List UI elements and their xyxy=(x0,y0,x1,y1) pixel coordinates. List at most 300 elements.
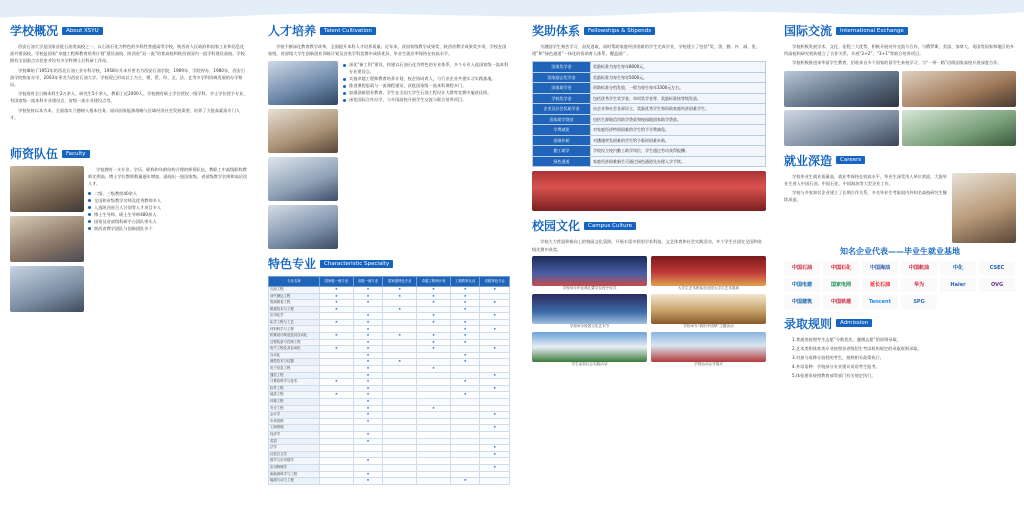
features-mark-empty xyxy=(417,352,451,359)
features-major-name: 数学与应用数学 xyxy=(269,458,320,465)
awards-row xyxy=(533,135,766,146)
features-mark-star: ★ xyxy=(353,346,383,353)
features-mark-empty xyxy=(319,438,353,445)
features-mark-empty xyxy=(480,478,510,485)
exchange-photo-4 xyxy=(902,110,1017,146)
features-mark-star: ★ xyxy=(353,313,383,320)
recruitment-title: 录取规则 xyxy=(784,316,833,331)
features-major-name: 过程装备与控制工程 xyxy=(269,339,320,346)
features-mark-star: ★ xyxy=(480,412,510,419)
employment-title: 就业深造 xyxy=(784,153,833,168)
features-mark-star: ★ xyxy=(450,339,480,346)
features-mark-star: ★ xyxy=(319,306,353,313)
features-mark-empty xyxy=(417,425,451,432)
exchange-photo-3 xyxy=(784,110,899,146)
partner-logo: 中国石油 xyxy=(784,261,820,275)
features-mark-empty xyxy=(383,412,417,419)
features-mark-empty xyxy=(480,438,510,445)
features-mark-empty xyxy=(417,412,451,419)
faculty-list xyxy=(88,190,248,232)
awards-row xyxy=(533,156,766,167)
features-mark-empty xyxy=(319,385,353,392)
exchange-en: International Exchange xyxy=(836,27,908,35)
features-mark-star: ★ xyxy=(353,385,383,392)
features-mark-empty xyxy=(383,418,417,425)
features-mark-star: ★ xyxy=(417,313,451,320)
awards-header xyxy=(532,22,766,39)
features-mark-star: ★ xyxy=(450,333,480,340)
features-mark-empty xyxy=(480,319,510,326)
faculty-item: 入选陕西省百人计划等人才项目多人 xyxy=(88,204,248,211)
features-mark-empty xyxy=(383,458,417,465)
features-mark-empty xyxy=(383,445,417,452)
features-row xyxy=(269,431,510,438)
features-mark-empty xyxy=(450,464,480,471)
faculty-header xyxy=(10,145,248,162)
features-mark-empty xyxy=(319,339,353,346)
features-mark-empty xyxy=(383,405,417,412)
features-row xyxy=(269,385,510,392)
features-mark-star: ★ xyxy=(383,359,417,366)
overview-para-2: 学校肇始于1951年的西北石油工业专科学校，1958年升本并更名为西安石油学院，1969年、学院停办，1980年，西安石油学院恢复办学，2003年更名为西安石油大学。学校现已形成以工为主，理、管、经、文、法、艺等多学科协调发展的办学格局。 xyxy=(10,67,245,88)
features-mark-star: ★ xyxy=(353,399,383,406)
talent-para-1: 学校不断深化教育教学改革，全面提升本科人才培养质量。近年来，获国家级教学成果奖、陕西省教学成果奖多项，学校在国家级、省部级大学生创新创业训练计划及各类学科竞赛中成绩优异，毕业生就业率保持在较高水平。 xyxy=(268,44,507,57)
features-mark-empty xyxy=(383,451,417,458)
features-mark-star: ★ xyxy=(417,319,451,326)
recruitment-item: 2.艺术类和体育类专业按照各省级招生考试机构规定的录取原则录取。 xyxy=(792,345,922,351)
partner-logo: 华为 xyxy=(901,278,937,292)
features-mark-empty xyxy=(353,464,383,471)
campus-item-2 xyxy=(651,256,766,291)
awards-row xyxy=(533,72,766,83)
awards-desc: 由企业和社会各界设立，奖励优秀学生和资助家庭经济困难学生。 xyxy=(591,104,766,115)
features-mark-star: ★ xyxy=(417,293,451,300)
features-mark-empty xyxy=(319,352,353,359)
exchange-para-1: 学校积极发展学术、文化、征程三大优势，积极开展对外交流与合作，与俄罗斯、美国、加拿大、英国等国家和地区的多所高校和研究机构建立了合作关系，开展“2+2”、“3+1”等联合培养项目。 xyxy=(784,44,1014,57)
features-mark-star: ★ xyxy=(353,372,383,379)
features-row xyxy=(269,319,510,326)
awards-name: 困难补助 xyxy=(533,135,591,146)
faculty-title: 师资队伍 xyxy=(10,147,59,162)
features-mark-star: ★ xyxy=(353,438,383,445)
features-mark-star: ★ xyxy=(417,300,451,307)
features-major-name: 地质工程 xyxy=(269,392,320,399)
features-header-cell: 工程教育认证 xyxy=(450,277,480,287)
features-mark-empty xyxy=(319,425,353,432)
faculty-item: 陕西省教学团队与创新团队多个 xyxy=(88,225,248,232)
features-mark-empty xyxy=(319,431,353,438)
features-row xyxy=(269,445,510,452)
features-major-name: 石油工程 xyxy=(269,286,320,293)
talent-item: 实施卓越工程师教育培养计划，校企协同育人，与行业企业共建实习实践基地。 xyxy=(343,75,510,82)
features-en: Characteristic Specialty xyxy=(320,260,393,268)
features-mark-empty xyxy=(417,478,451,485)
awards-table xyxy=(532,61,766,167)
features-mark-empty xyxy=(480,306,510,313)
features-row xyxy=(269,346,510,353)
features-major-name: 新能源科学与工程 xyxy=(269,471,320,478)
awards-row xyxy=(533,83,766,94)
features-mark-star: ★ xyxy=(353,392,383,399)
features-mark-empty xyxy=(417,451,451,458)
features-mark-star: ★ xyxy=(353,333,383,340)
features-mark-star: ★ xyxy=(450,478,480,485)
exchange-title: 国际交流 xyxy=(784,24,833,38)
features-mark-star: ★ xyxy=(383,333,417,340)
features-mark-empty xyxy=(383,366,417,373)
exchange-para-2: 学校积极推进来华留学生教育，招收来自多个国家的留学生来校学习，与“一带一路”沿线国家高校开展深度合作。 xyxy=(792,60,1002,66)
features-mark-empty xyxy=(417,471,451,478)
features-mark-star: ★ xyxy=(319,333,353,340)
talent-item: 深化国际合作办学，与多国高校开展学生交流与联合培养项目。 xyxy=(343,96,510,103)
features-mark-empty xyxy=(450,418,480,425)
talent-title: 人才培养 xyxy=(268,24,317,38)
features-major-name: 法学 xyxy=(269,445,320,452)
awards-title: 奖助体系 xyxy=(532,24,581,38)
features-row xyxy=(269,306,510,313)
features-mark-star: ★ xyxy=(353,339,383,346)
features-mark-empty xyxy=(319,471,353,478)
talent-photo-1 xyxy=(268,61,338,105)
features-mark-empty xyxy=(417,392,451,399)
awards-name: 国家助学贷款 xyxy=(533,114,591,125)
features-mark-star: ★ xyxy=(480,425,510,432)
features-header-cell: 国家级一流专业 xyxy=(319,277,353,287)
campus-caption-4: 学校举办“我的中国梦”主题活动 xyxy=(683,323,734,328)
campus-caption-2: 大学生艺术团参加全国大学生艺术展演 xyxy=(677,285,740,290)
talent-photos xyxy=(268,61,338,249)
recruitment-item: 1.普通类按照考生志愿“分数优先、遵循志愿”的原则录取。 xyxy=(792,336,901,342)
awards-ceremony-photo xyxy=(532,171,766,211)
features-mark-empty xyxy=(383,392,417,399)
awards-name: 国家奖学金 xyxy=(533,62,591,73)
features-major-name: 市场营销 xyxy=(269,418,320,425)
features-mark-star: ★ xyxy=(353,300,383,307)
features-row xyxy=(269,326,510,333)
partner-logo: 中化 xyxy=(940,261,976,275)
features-mark-empty xyxy=(450,451,480,458)
features-mark-empty xyxy=(319,405,353,412)
talent-item: 加强创新创业教育，学生在全国大学生石油工程设计大赛等竞赛中屡获佳绩。 xyxy=(343,89,510,96)
awards-row xyxy=(533,114,766,125)
awards-name: 学校奖学金 xyxy=(533,93,591,104)
features-mark-empty xyxy=(383,464,417,471)
features-major-name: 工商管理 xyxy=(269,425,320,432)
features-mark-empty xyxy=(383,313,417,320)
features-mark-empty xyxy=(353,445,383,452)
awards-desc: 对遭遇突发困难的学生给予临时困难补助。 xyxy=(591,135,766,146)
features-row xyxy=(269,412,510,419)
features-mark-star: ★ xyxy=(480,300,510,307)
features-row xyxy=(269,379,510,386)
features-mark-empty xyxy=(383,399,417,406)
features-row xyxy=(269,352,510,359)
awards-row xyxy=(533,93,766,104)
overview-para-3: 学校现有全日制本科生2万余人、研究生5千余人，教职工近2000人。学校拥有硕士学位授权一级学科、学士学位授予专业，有国家级一流本科专业建设点、省级一流专业建设点等。 xyxy=(10,91,248,104)
features-mark-star: ★ xyxy=(319,346,353,353)
features-mark-empty xyxy=(383,300,417,307)
features-major-name: 计算机科学与技术 xyxy=(269,379,320,386)
features-title: 特色专业 xyxy=(268,257,317,272)
features-mark-empty xyxy=(319,399,353,406)
features-mark-empty xyxy=(480,333,510,340)
awards-desc: 包括优秀学生奖学金、单项奖学金等，奖励标准按等级发放。 xyxy=(591,93,766,104)
features-major-name: 应用化学 xyxy=(269,313,320,320)
features-mark-empty xyxy=(450,412,480,419)
awards-intro: 为激励学生刻苦学习，奋发进取，同时帮助家庭经济困难的学生完成学业，学校建立了包括“奖、贷、勤、补、减、免、缓”和“绿色通道”一体化的资助育人体系，覆盖面广。 xyxy=(532,44,760,57)
features-row xyxy=(269,359,510,366)
features-mark-empty xyxy=(319,478,353,485)
features-mark-star: ★ xyxy=(450,286,480,293)
features-mark-star: ★ xyxy=(480,464,510,471)
school-overview-header xyxy=(10,22,248,39)
features-mark-star: ★ xyxy=(383,286,417,293)
features-row xyxy=(269,372,510,379)
talent-photo-4 xyxy=(268,205,338,249)
partner-logo: OVG xyxy=(979,278,1015,292)
faculty-en: Faculty xyxy=(62,150,89,158)
awards-name: 绿色通道 xyxy=(533,156,591,167)
awards-desc: 资助标准分档发放，一般为每生每年3300元左右。 xyxy=(591,83,766,94)
features-mark-empty xyxy=(450,346,480,353)
features-mark-star: ★ xyxy=(450,326,480,333)
features-mark-empty xyxy=(417,326,451,333)
features-header xyxy=(268,255,510,272)
faculty-photos xyxy=(10,166,84,312)
features-mark-star: ★ xyxy=(353,431,383,438)
features-mark-empty xyxy=(480,392,510,399)
features-mark-empty xyxy=(383,346,417,353)
exchange-header xyxy=(784,22,1016,39)
features-mark-empty xyxy=(383,319,417,326)
features-header-cell: 省级特色专业 xyxy=(480,277,510,287)
school-overview-en: About XSYU xyxy=(62,27,103,35)
features-mark-star: ★ xyxy=(353,379,383,386)
features-mark-empty xyxy=(383,431,417,438)
features-mark-star: ★ xyxy=(319,293,353,300)
features-header-cell: 国家级特色专业 xyxy=(383,277,417,287)
features-mark-empty xyxy=(383,379,417,386)
features-mark-empty xyxy=(383,478,417,485)
features-mark-empty xyxy=(319,359,353,366)
partner-logo: 中国建筑 xyxy=(784,295,820,309)
features-mark-star: ★ xyxy=(480,313,510,320)
employment-para-2: 学校与多家知名企业建立了长期合作关系，多名毕业生考取国内外知名高校研究生继续深造。 xyxy=(784,190,947,203)
features-mark-empty xyxy=(450,471,480,478)
faculty-photo-1 xyxy=(10,166,84,212)
awards-desc: 学校设立校内勤工助学岗位，学生通过劳动获得报酬。 xyxy=(591,146,766,157)
features-mark-empty xyxy=(417,464,451,471)
features-mark-empty xyxy=(450,458,480,465)
features-major-name: 机械设计制造及其自动化 xyxy=(269,333,320,340)
features-major-name: 勘查技术与工程 xyxy=(269,306,320,313)
features-mark-empty xyxy=(417,458,451,465)
features-mark-star: ★ xyxy=(353,478,383,485)
features-mark-empty xyxy=(450,405,480,412)
features-mark-star: ★ xyxy=(417,286,451,293)
features-row xyxy=(269,399,510,406)
partner-logo: CSEC xyxy=(979,261,1015,275)
features-mark-empty xyxy=(450,431,480,438)
features-mark-empty xyxy=(480,399,510,406)
column-awards xyxy=(532,22,766,514)
overview-para-1: 西安石油大学是国家首批石油类高校之一，以石油石化为特色的多科性普通高等学校，陕西省人民政府和国家工业和信息化部共建高校。学校是国家“卓越工程师教育培养计划”建设高校、陕西省“双一流”培育高校和陕西省国内一流学科建设高校。学校拥有全国重点实验室并设有多学科博士后科研工作站。 xyxy=(10,44,245,64)
features-mark-empty xyxy=(319,418,353,425)
features-mark-empty xyxy=(450,445,480,452)
features-header-cell: 省级一流专业 xyxy=(353,277,383,287)
features-mark-star: ★ xyxy=(353,359,383,366)
features-mark-empty xyxy=(353,451,383,458)
features-mark-star: ★ xyxy=(480,286,510,293)
features-mark-empty xyxy=(383,372,417,379)
features-mark-empty xyxy=(480,293,510,300)
partner-logo: Tencent xyxy=(862,295,898,309)
features-mark-star: ★ xyxy=(353,458,383,465)
faculty-photo-2 xyxy=(10,216,84,262)
features-mark-empty xyxy=(417,445,451,452)
features-major-name: 材料科学与工程 xyxy=(269,326,320,333)
features-mark-empty xyxy=(417,306,451,313)
features-mark-empty xyxy=(480,471,510,478)
recruitment-list xyxy=(784,336,1016,380)
campus-item-4 xyxy=(651,294,766,329)
overview-para-4: 学校坚持以本为本，全面落实立德树人根本任务，面向国家能源战略与区域经济社会发展需要，培养了大批高素质专门人才。 xyxy=(10,107,240,120)
campus-en: Campus Culture xyxy=(584,222,636,230)
partner-logo: 中国铁建 xyxy=(823,295,859,309)
campus-item-5 xyxy=(532,332,647,367)
partner-logo: 中国航油 xyxy=(901,261,937,275)
faculty-item: 国家及省部级科研平台团队带头人 xyxy=(88,218,248,225)
features-mark-star: ★ xyxy=(319,300,353,307)
features-mark-empty xyxy=(450,399,480,406)
awards-name: 企业及社会奖助学金 xyxy=(533,104,591,115)
features-mark-star: ★ xyxy=(480,346,510,353)
features-mark-star: ★ xyxy=(450,306,480,313)
employment-en: Careers xyxy=(836,156,865,164)
features-mark-empty xyxy=(319,326,353,333)
features-mark-empty xyxy=(353,425,383,432)
features-mark-empty xyxy=(319,412,353,419)
partner-logo: SPG xyxy=(901,295,937,309)
features-row xyxy=(269,405,510,412)
features-major-name: 电气工程及其自动化 xyxy=(269,346,320,353)
features-row xyxy=(269,286,510,293)
talent-item: 深化“新工科”建设，构建以石油石化为特色的专业体系，多个专业入选国家级一流本科专业建设点。 xyxy=(343,61,510,75)
features-mark-empty xyxy=(450,438,480,445)
faculty-item: 二级、三级教授40余人 xyxy=(88,190,248,197)
awards-row xyxy=(533,146,766,157)
talent-header xyxy=(268,22,510,39)
awards-name: 学费减免 xyxy=(533,125,591,136)
features-mark-star: ★ xyxy=(450,319,480,326)
features-major-name: 电子信息工程 xyxy=(269,366,320,373)
features-row xyxy=(269,425,510,432)
features-major-name: 自动化 xyxy=(269,352,320,359)
features-mark-star: ★ xyxy=(383,293,417,300)
awards-row xyxy=(533,62,766,73)
features-row xyxy=(269,478,510,485)
features-mark-empty xyxy=(417,372,451,379)
awards-desc: 包括生源地信用助学贷款和校园地国家助学贷款。 xyxy=(591,114,766,125)
faculty-block xyxy=(10,166,248,312)
faculty-item: 全国和省级教学名师及优秀教师多人 xyxy=(88,197,248,204)
campus-item-1 xyxy=(532,256,647,291)
talent-block xyxy=(268,61,510,249)
features-mark-star: ★ xyxy=(450,293,480,300)
campus-photo-4 xyxy=(651,294,766,324)
features-major-name: 软件工程 xyxy=(269,385,320,392)
features-header-cell: 卓越工程师计划 xyxy=(417,277,451,287)
partner-logo: 中国电建 xyxy=(784,278,820,292)
features-mark-star: ★ xyxy=(353,412,383,419)
features-mark-empty xyxy=(480,405,510,412)
features-major-name: 环境工程 xyxy=(269,399,320,406)
campus-photo-6 xyxy=(651,332,766,362)
campus-caption-5: 学生参加社会实践活动 xyxy=(571,361,608,366)
features-mark-star: ★ xyxy=(450,359,480,366)
features-mark-empty xyxy=(480,366,510,373)
faculty-photo-3 xyxy=(10,266,84,312)
features-row xyxy=(269,300,510,307)
features-row xyxy=(269,313,510,320)
features-mark-star: ★ xyxy=(353,405,383,412)
features-mark-star: ★ xyxy=(450,352,480,359)
features-major-name: 应用物理学 xyxy=(269,464,320,471)
campus-item-3 xyxy=(532,294,647,329)
features-mark-empty xyxy=(383,425,417,432)
features-mark-star: ★ xyxy=(417,346,451,353)
features-mark-star: ★ xyxy=(353,326,383,333)
features-mark-empty xyxy=(417,359,451,366)
campus-item-6 xyxy=(651,332,766,367)
features-mark-star: ★ xyxy=(353,286,383,293)
features-major-name: 会计学 xyxy=(269,412,320,419)
features-major-name: 安全工程 xyxy=(269,405,320,412)
features-mark-star: ★ xyxy=(383,306,417,313)
partner-logo: 国家电网 xyxy=(823,278,859,292)
partner-logos xyxy=(784,261,1016,309)
features-mark-empty xyxy=(319,445,353,452)
talent-en: Talent Cultivation xyxy=(320,27,376,35)
features-table-head xyxy=(269,277,510,287)
features-mark-empty xyxy=(480,339,510,346)
features-mark-empty xyxy=(450,372,480,379)
awards-desc: 家庭经济困难新生可通过绿色通道先办理入学手续。 xyxy=(591,156,766,167)
features-mark-empty xyxy=(480,379,510,386)
features-major-name: 油气储运工程 xyxy=(269,293,320,300)
features-major-name: 测控技术与仪器 xyxy=(269,359,320,366)
features-mark-empty xyxy=(319,372,353,379)
features-mark-empty xyxy=(417,385,451,392)
column-talent xyxy=(268,22,510,514)
partner-logo: 中国海油 xyxy=(862,261,898,275)
campus-gallery xyxy=(532,256,766,367)
features-mark-empty xyxy=(450,366,480,373)
features-mark-empty xyxy=(480,458,510,465)
employment-block xyxy=(784,173,1016,243)
features-mark-empty xyxy=(319,451,353,458)
features-mark-empty xyxy=(383,438,417,445)
features-mark-empty xyxy=(417,431,451,438)
features-mark-empty xyxy=(450,385,480,392)
recruitment-item: 3.对加分或降分投档的考生，按照相关政策执行。 xyxy=(792,355,884,361)
awards-desc: 奖励标准为每生每年5000元。 xyxy=(591,72,766,83)
awards-row xyxy=(533,104,766,115)
exchange-photos xyxy=(784,71,1016,146)
recruitment-item: 4.外语语种：学校部分专业建议英语考生报考。 xyxy=(792,364,880,370)
features-mark-star: ★ xyxy=(353,293,383,300)
awards-desc: 对家庭经济特别困难的学生给予学费减免。 xyxy=(591,125,766,136)
